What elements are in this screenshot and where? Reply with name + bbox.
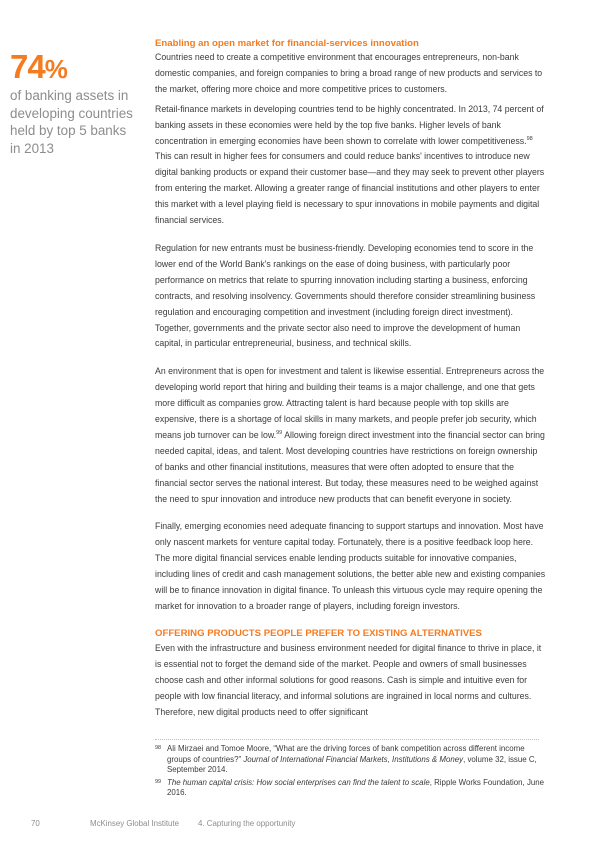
footnote xyxy=(155,778,547,799)
footnote-divider xyxy=(155,739,539,740)
footer-chapter: 4. Capturing the opportunity xyxy=(198,819,296,828)
paragraph-text: An environment that is open for investment and talent is likewise essential. Entrepreneurs across the developing world report that hiring and building their teams is a major challenge, and one that gets more difficult as companies grow. Attracting talent is hard because people with top skills are expensive, there is a shortage of local skills in many markets, and people prefer job security, which means job turnover can be low. xyxy=(155,366,545,440)
footnote xyxy=(155,744,547,776)
paragraph-text: Retail-finance markets in developing countries tend to be highly concentrated. In 2013, 74 percent of banking assets in these economies were held by the top five banks. Higher levels of bank concentration in emerging economies have been shown to correlate with lower competitiveness. xyxy=(155,103,544,146)
section-heading: Enabling an open market for financial-services innovation xyxy=(155,38,419,49)
footnote-ref: 99 xyxy=(276,429,283,436)
footnote-ref: 98 xyxy=(526,135,533,142)
page-number: 70 xyxy=(31,819,40,828)
callout-value: 74 xyxy=(10,48,45,85)
paragraph: Countries need to create a competitive environment that encourages entrepreneurs, non-bank domestic companies, and foreign companies to bring a broad range of new products and services to the market, offering more choice and more competitive prices to customers. xyxy=(155,52,543,94)
footer-publisher: McKinsey Global Institute xyxy=(90,819,180,828)
callout-unit: % xyxy=(44,54,67,84)
paragraph-text: This can result in higher fees for consumers and could reduce banks' incentives to introduce new digital banking products or expand their customer base—and they may seek to prevent other players from entering the market. Allowing a greater range of financial institutions and other players to enter this market with a level playing field is necessary to spur innovations in mobile payments and digital financial services. xyxy=(155,151,545,226)
footnote-text: , Ripple Works Foundation, June 2016. xyxy=(167,777,545,798)
paragraph-text: Allowing foreign direct investment into the financial sector can bring needed capital, ideas, and talent. Most developing countries have restrictions on foreign ownership of banks and other financial institutions, measures that were often adopted to ensure that the financial sector serves the national interest. But today, these measures need to be weighed against the need to spur innovation and introduce new products that can benefit everyone in society. xyxy=(155,429,545,504)
paragraph xyxy=(155,364,547,507)
footnote-number: 99 xyxy=(155,778,162,785)
subheading: OFFERING PRODUCTS PEOPLE PREFER TO EXISTING ALTERNATIVES xyxy=(155,627,482,639)
callout-text: of banking assets in developing countries held by top 5 banks in 2013 xyxy=(10,88,133,156)
paragraph: Finally, emerging economies need adequate financing to support startups and innovation. Most have only nascent markets for venture capital today. Fortunately, there is a positive feedback loop here. The more digital financial services enable lending products suitable for innovative companies, including lines of credit and cash management solutions, the better able new and existing companies will be to finance innovation in digital finance. To unleash this virtuous cycle may require opening the market for innovation to a broader range of players, including foreign investors. xyxy=(155,521,546,611)
footnote-number: 98 xyxy=(155,745,162,751)
callout-number xyxy=(10,48,138,85)
footnote-text: , volume 32, issue C, September 2014. xyxy=(167,754,537,775)
paragraph xyxy=(155,102,547,229)
paragraph: Even with the infrastructure and business environment needed for digital finance to thrive in place, it is essential not to forget the demand side of the market. People and owners of small businesses choose cash and other informal solutions for good reasons. Cash is simple and intuitive even for people with low financial literacy, and informal solutions are ingrained in local norms and cultures. Therefore, new digital products need to offer significant xyxy=(155,642,542,717)
main-column xyxy=(155,37,547,732)
footnote-journal: Journal of International Financial Markets, Institutions & Money xyxy=(243,754,464,764)
footnote-text: Ali Mirzaei and Tomoe Moore, “What are the driving forces of bank competition across different income groups of countries?” xyxy=(167,744,525,764)
footnote-title: The human capital crisis: How social enterprises can find the talent to scale xyxy=(167,777,430,787)
footnotes xyxy=(155,744,547,801)
paragraph: Regulation for new entrants must be business-friendly. Developing economies tend to score in the lower end of the World Bank's rankings on the ease of doing business, with particularly poor performance on metrics that relate to spurring innovation including starting a business, enforcing contracts, and resolving insolvency. Governments should therefore consider streamlining business regulation and encouraging competition and investment (including foreign direct investment). Together, governments and the private sector also need to improve the development of human capital, in particular entrepreneurial, business, and technical skills. xyxy=(155,242,536,349)
stat-callout xyxy=(10,48,138,157)
